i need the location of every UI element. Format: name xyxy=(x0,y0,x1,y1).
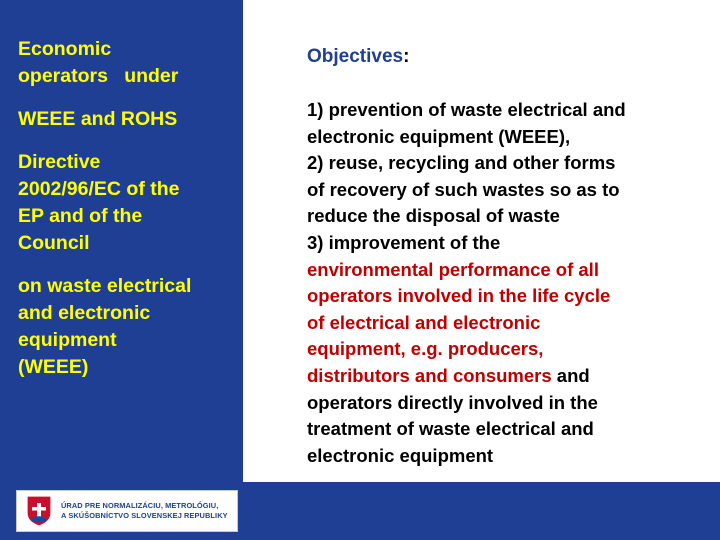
title-line: EP and of the xyxy=(18,205,143,227)
title-line: 2002/96/EC of the xyxy=(18,178,180,200)
slovak-coat-of-arms-icon xyxy=(25,495,53,527)
logo-text-line: A SKÚŠOBNÍCTVO SLOVENSKEJ REPUBLIKY xyxy=(61,511,228,520)
title-line: Council xyxy=(18,232,90,254)
content-panel xyxy=(243,0,720,540)
objectives-heading xyxy=(307,46,409,68)
body-line: 2) reuse, recycling and other forms xyxy=(307,152,616,174)
body-line: treatment of waste electrical and xyxy=(307,418,594,440)
left-title-text xyxy=(18,36,240,381)
title-block-1 xyxy=(18,36,240,90)
body-line-mixed xyxy=(307,363,717,390)
title-block-3 xyxy=(18,149,240,257)
title-line: equipment xyxy=(18,329,117,351)
objectives-heading-colon: : xyxy=(403,46,410,67)
body-line-black-part: and xyxy=(551,364,590,386)
body-line-red-part: distributors and consumers xyxy=(307,364,552,386)
body-line: operators involved in the life cycle xyxy=(307,285,611,307)
objectives-heading-label: Objectives xyxy=(307,46,404,67)
title-line: operators under xyxy=(18,65,179,87)
body-line: of electrical and electronic xyxy=(307,311,541,333)
logo-text-line: ÚRAD PRE NORMALIZÁCIU, METROLÓGIU, xyxy=(61,501,219,510)
body-line: environmental performance of all xyxy=(307,258,599,280)
title-block-4 xyxy=(18,273,240,381)
body-line: of recovery of such wastes so as to xyxy=(307,178,620,200)
title-line: (WEEE) xyxy=(18,356,89,378)
body-line: electronic equipment xyxy=(307,444,494,466)
organization-logo-text xyxy=(61,501,228,521)
body-line: equipment, e.g. producers, xyxy=(307,338,544,360)
body-line: reduce the disposal of waste xyxy=(307,205,560,227)
footer-bar xyxy=(0,482,720,540)
title-line: Directive xyxy=(18,151,101,173)
title-block-2 xyxy=(18,106,240,133)
title-line: on waste electrical xyxy=(18,275,192,297)
objectives-body xyxy=(307,97,717,469)
body-line: 1) prevention of waste electrical and xyxy=(307,99,626,120)
title-line: Economic xyxy=(18,38,112,60)
body-line: 3) improvement of the xyxy=(307,231,501,253)
title-line: WEEE and ROHS xyxy=(18,108,178,130)
left-title-panel xyxy=(0,0,243,540)
body-line: operators directly involved in the xyxy=(307,391,598,413)
organization-logo xyxy=(16,490,238,532)
title-line: and electronic xyxy=(18,302,151,324)
body-line: electronic equipment (WEEE), xyxy=(307,125,571,147)
